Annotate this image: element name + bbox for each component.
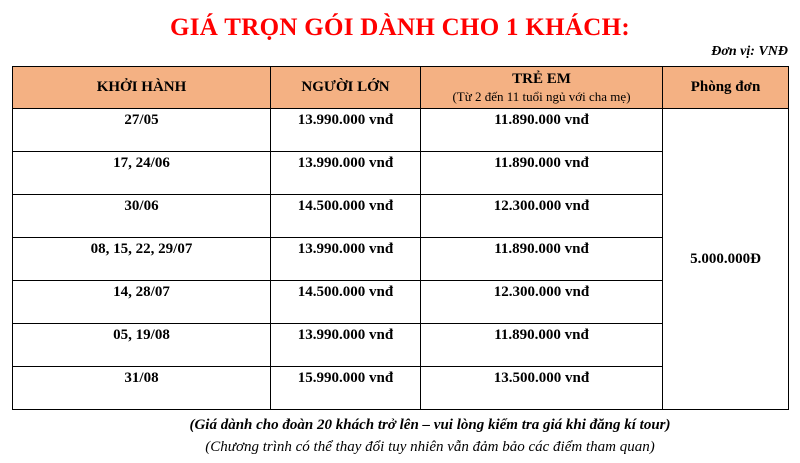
header-single-room: Phòng đơn <box>663 67 789 109</box>
child-price-cell: 12.300.000 vnđ <box>421 281 663 324</box>
child-price-cell: 12.300.000 vnđ <box>421 195 663 238</box>
child-price-cell: 11.890.000 vnđ <box>421 238 663 281</box>
header-adult: NGƯỜI LỚN <box>271 67 421 109</box>
adult-price-cell: 13.990.000 vnđ <box>271 324 421 367</box>
adult-price-cell: 14.500.000 vnđ <box>271 281 421 324</box>
departure-cell: 30/06 <box>13 195 271 238</box>
adult-price-cell: 13.990.000 vnđ <box>271 152 421 195</box>
itinerary-change-note: (Chương trình có thể thay đổi tuy nhiên vẫn đảm bảo các điểm tham quan) <box>205 439 655 455</box>
departure-cell: 08, 15, 22, 29/07 <box>13 238 271 281</box>
price-table-header <box>13 67 789 109</box>
departure-cell: 27/05 <box>13 109 271 152</box>
header-departure: KHỞI HÀNH <box>13 67 271 109</box>
price-table <box>12 66 789 410</box>
departure-cell: 31/08 <box>13 367 271 410</box>
departure-cell: 05, 19/08 <box>13 324 271 367</box>
departure-cell: 17, 24/06 <box>13 152 271 195</box>
group-price-note: (Giá dành cho đoàn 20 khách trở lên – vui lòng kiểm tra giá khi đăng kí tour) <box>189 417 671 433</box>
currency-unit: Đơn vị: VNĐ <box>711 44 788 59</box>
adult-price-cell: 14.500.000 vnđ <box>271 195 421 238</box>
adult-price-cell: 15.990.000 vnđ <box>271 367 421 410</box>
adult-price-cell: 13.990.000 vnđ <box>271 109 421 152</box>
header-child <box>421 67 663 109</box>
header-child-note: (Từ 2 đến 11 tuổi ngủ với cha mẹ) <box>452 88 631 104</box>
child-price-cell: 11.890.000 vnđ <box>421 152 663 195</box>
departure-cell: 14, 28/07 <box>13 281 271 324</box>
child-price-cell: 13.500.000 vnđ <box>421 367 663 410</box>
header-child-label: TRẺ EM <box>512 70 571 87</box>
table-row <box>13 109 789 152</box>
page-title: GIÁ TRỌN GÓI DÀNH CHO 1 KHÁCH: <box>170 14 630 41</box>
adult-price-cell: 13.990.000 vnđ <box>271 238 421 281</box>
child-price-cell: 11.890.000 vnđ <box>421 109 663 152</box>
price-table-body <box>13 109 789 410</box>
child-price-cell: 11.890.000 vnđ <box>421 324 663 367</box>
single-room-price-cell: 5.000.000Đ <box>663 109 789 410</box>
